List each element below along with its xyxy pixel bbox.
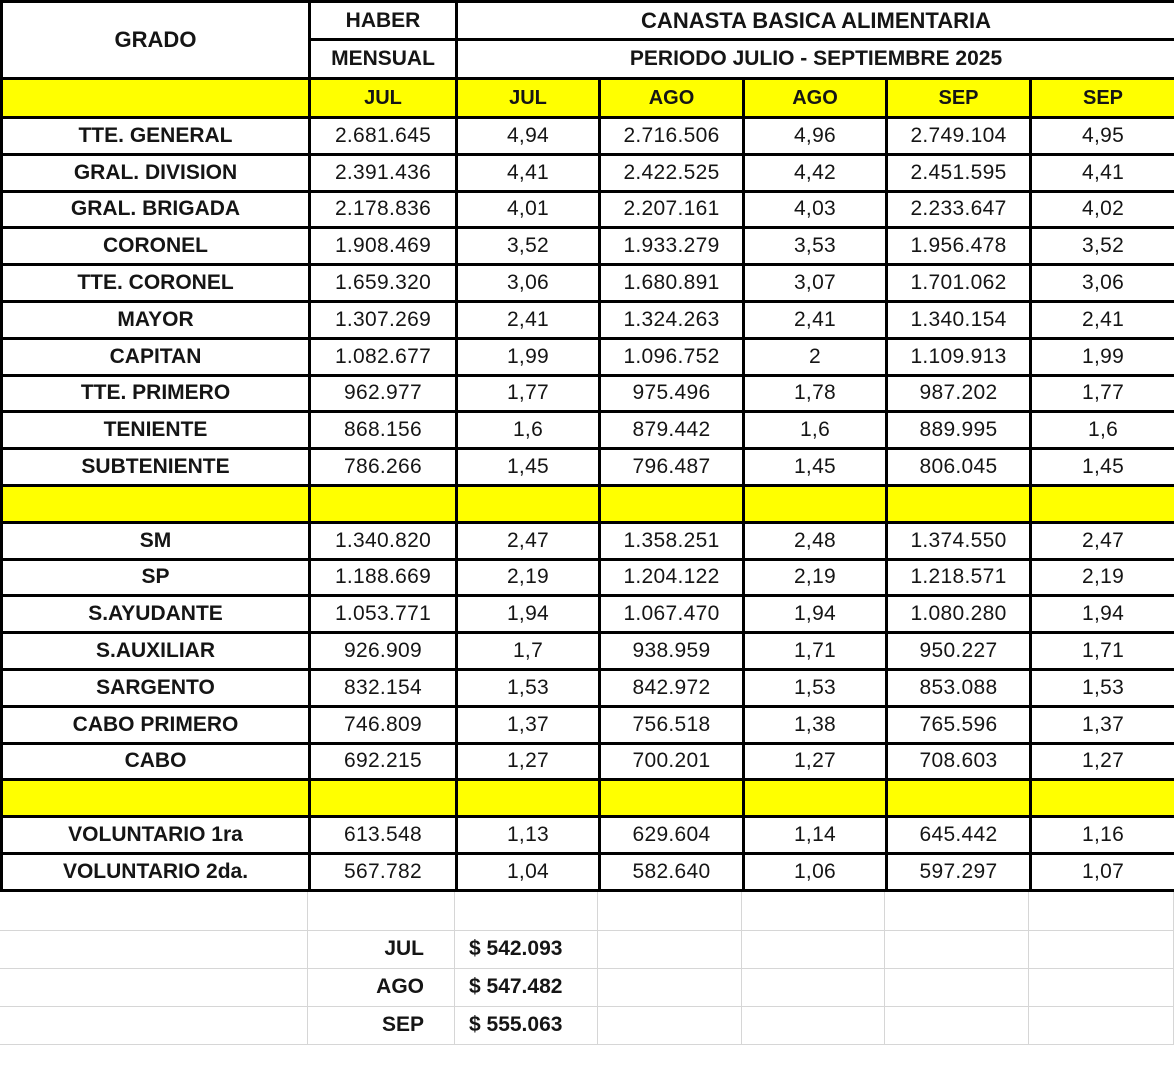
value-cell: 1,45	[457, 449, 600, 486]
grade-name-cell: TTE. CORONEL	[2, 265, 310, 302]
value-cell: 1,27	[1031, 743, 1174, 780]
value-cell: 2,19	[744, 559, 887, 596]
grade-name-cell: GRAL. DIVISION	[2, 154, 310, 191]
value-cell: 1,77	[1031, 375, 1174, 412]
value-cell: 1.109.913	[887, 338, 1031, 375]
mensual-header: MENSUAL	[310, 40, 457, 79]
value-cell: 1,94	[457, 596, 600, 633]
grade-row	[2, 228, 1174, 265]
value-cell: 1,27	[457, 743, 600, 780]
value-cell: 1.082.677	[310, 338, 457, 375]
value-cell: 629.604	[600, 817, 744, 854]
value-cell: 1,16	[1031, 817, 1174, 854]
value-cell: 4,41	[1031, 154, 1174, 191]
value-cell: 1,77	[457, 375, 600, 412]
summary-row-jul	[0, 931, 1174, 969]
value-cell: 582.640	[600, 853, 744, 890]
header-row-1	[2, 2, 1174, 40]
value-cell: 4,95	[1031, 118, 1174, 155]
month-header-sep-2: SEP	[1031, 79, 1174, 118]
value-cell: 1.956.478	[887, 228, 1031, 265]
value-cell: 756.518	[600, 706, 744, 743]
grade-row	[2, 154, 1174, 191]
grade-row	[2, 412, 1174, 449]
value-cell: 2.716.506	[600, 118, 744, 155]
value-cell: 4,03	[744, 191, 887, 228]
value-cell: 1,94	[744, 596, 887, 633]
value-cell: 1,53	[457, 669, 600, 706]
value-cell: 1.053.771	[310, 596, 457, 633]
value-cell: 2,41	[744, 301, 887, 338]
grade-row	[2, 559, 1174, 596]
grade-name-cell: CAPITAN	[2, 338, 310, 375]
canasta-title: CANASTA BASICA ALIMENTARIA	[457, 2, 1174, 40]
separator-cell	[2, 780, 310, 817]
separator-cell	[457, 485, 600, 522]
value-cell: 4,42	[744, 154, 887, 191]
grade-name-cell: GRAL. BRIGADA	[2, 191, 310, 228]
grade-name-cell: MAYOR	[2, 301, 310, 338]
grade-name-cell: SUBTENIENTE	[2, 449, 310, 486]
value-cell: 2.681.645	[310, 118, 457, 155]
value-cell: 4,41	[457, 154, 600, 191]
separator-cell	[1031, 780, 1174, 817]
value-cell: 889.995	[887, 412, 1031, 449]
value-cell: 692.215	[310, 743, 457, 780]
value-cell: 832.154	[310, 669, 457, 706]
separator-cell	[310, 780, 457, 817]
value-cell: 2,48	[744, 522, 887, 559]
value-cell: 1,53	[744, 669, 887, 706]
grade-row	[2, 449, 1174, 486]
grade-row	[2, 853, 1174, 890]
value-cell: 853.088	[887, 669, 1031, 706]
value-cell: 2	[744, 338, 887, 375]
value-cell: 2,47	[1031, 522, 1174, 559]
value-cell: 1.188.669	[310, 559, 457, 596]
value-cell: 597.297	[887, 853, 1031, 890]
grade-name-cell: TTE. GENERAL	[2, 118, 310, 155]
value-cell: 938.959	[600, 633, 744, 670]
month-header-haber-jul: JUL	[310, 79, 457, 118]
grade-row	[2, 265, 1174, 302]
value-cell: 1,71	[1031, 633, 1174, 670]
value-cell: 1,27	[744, 743, 887, 780]
grade-name-cell: VOLUNTARIO 1ra	[2, 817, 310, 854]
separator-cell	[600, 485, 744, 522]
value-cell: 1.340.820	[310, 522, 457, 559]
value-cell: 1,94	[1031, 596, 1174, 633]
value-cell: 1,53	[1031, 669, 1174, 706]
value-cell: 4,94	[457, 118, 600, 155]
value-cell: 926.909	[310, 633, 457, 670]
value-cell: 2.207.161	[600, 191, 744, 228]
grade-row	[2, 669, 1174, 706]
grade-name-cell: CABO PRIMERO	[2, 706, 310, 743]
separator-cell	[744, 780, 887, 817]
haber-header: HABER	[310, 2, 457, 40]
grade-row	[2, 743, 1174, 780]
summary-spacer-row	[0, 892, 1174, 931]
value-cell: 1,04	[457, 853, 600, 890]
value-cell: 842.972	[600, 669, 744, 706]
value-cell: 1,99	[1031, 338, 1174, 375]
value-cell: 1.933.279	[600, 228, 744, 265]
grade-row	[2, 375, 1174, 412]
value-cell: 1.340.154	[887, 301, 1031, 338]
value-cell: 1.096.752	[600, 338, 744, 375]
grade-name-cell: TTE. PRIMERO	[2, 375, 310, 412]
separator-cell	[600, 780, 744, 817]
summary-row-sep	[0, 1007, 1174, 1045]
value-cell: 1.701.062	[887, 265, 1031, 302]
value-cell: 2,19	[457, 559, 600, 596]
value-cell: 987.202	[887, 375, 1031, 412]
grade-name-cell: VOLUNTARIO 2da.	[2, 853, 310, 890]
separator-cell	[744, 485, 887, 522]
value-cell: 1.324.263	[600, 301, 744, 338]
summary-label-sep: SEP	[308, 1007, 455, 1045]
periodo-subtitle: PERIODO JULIO - SEPTIEMBRE 2025	[457, 40, 1174, 79]
value-cell: 1,6	[1031, 412, 1174, 449]
grade-row	[2, 191, 1174, 228]
value-cell: 700.201	[600, 743, 744, 780]
value-cell: 3,53	[744, 228, 887, 265]
value-cell: 4,96	[744, 118, 887, 155]
value-cell: 1,06	[744, 853, 887, 890]
value-cell: 2,19	[1031, 559, 1174, 596]
grade-row	[2, 596, 1174, 633]
value-cell: 1,78	[744, 375, 887, 412]
value-cell: 765.596	[887, 706, 1031, 743]
month-header-sep-1: SEP	[887, 79, 1031, 118]
separator-row	[2, 485, 1174, 522]
value-cell: 1,71	[744, 633, 887, 670]
value-cell: 1.680.891	[600, 265, 744, 302]
grade-name-cell: S.AYUDANTE	[2, 596, 310, 633]
month-header-jul: JUL	[457, 79, 600, 118]
grado-column-header: GRADO	[2, 2, 310, 79]
value-cell: 613.548	[310, 817, 457, 854]
value-cell: 1.080.280	[887, 596, 1031, 633]
value-cell: 1.374.550	[887, 522, 1031, 559]
separator-cell	[887, 780, 1031, 817]
value-cell: 1,99	[457, 338, 600, 375]
separator-cell	[1031, 485, 1174, 522]
value-cell: 1.659.320	[310, 265, 457, 302]
grade-name-cell: SP	[2, 559, 310, 596]
grade-row	[2, 338, 1174, 375]
separator-row	[2, 780, 1174, 817]
separator-cell	[310, 485, 457, 522]
summary-label-jul: JUL	[308, 931, 455, 969]
grade-row	[2, 817, 1174, 854]
grade-row	[2, 633, 1174, 670]
value-cell: 645.442	[887, 817, 1031, 854]
grade-name-cell: SARGENTO	[2, 669, 310, 706]
month-header-empty	[2, 79, 310, 118]
value-cell: 1,13	[457, 817, 600, 854]
value-cell: 2,41	[457, 301, 600, 338]
grade-row	[2, 118, 1174, 155]
month-header-ago-1: AGO	[600, 79, 744, 118]
value-cell: 962.977	[310, 375, 457, 412]
grade-row	[2, 706, 1174, 743]
value-cell: 950.227	[887, 633, 1031, 670]
value-cell: 2.391.436	[310, 154, 457, 191]
value-cell: 3,07	[744, 265, 887, 302]
grade-name-cell: SM	[2, 522, 310, 559]
summary-value-ago: $ 547.482	[455, 969, 598, 1007]
value-cell: 868.156	[310, 412, 457, 449]
month-header-ago-2: AGO	[744, 79, 887, 118]
grade-name-cell: CORONEL	[2, 228, 310, 265]
grade-name-cell: CABO	[2, 743, 310, 780]
value-cell: 975.496	[600, 375, 744, 412]
value-cell: 4,02	[1031, 191, 1174, 228]
value-cell: 786.266	[310, 449, 457, 486]
value-cell: 1,45	[744, 449, 887, 486]
value-cell: 1,38	[744, 706, 887, 743]
value-cell: 2.178.836	[310, 191, 457, 228]
value-cell: 1.908.469	[310, 228, 457, 265]
value-cell: 2.749.104	[887, 118, 1031, 155]
value-cell: 1.204.122	[600, 559, 744, 596]
value-cell: 2,41	[1031, 301, 1174, 338]
value-cell: 1,45	[1031, 449, 1174, 486]
value-cell: 2.233.647	[887, 191, 1031, 228]
value-cell: 1.218.571	[887, 559, 1031, 596]
value-cell: 1.307.269	[310, 301, 457, 338]
value-cell: 1,6	[744, 412, 887, 449]
value-cell: 1,7	[457, 633, 600, 670]
value-cell: 2.451.595	[887, 154, 1031, 191]
value-cell: 879.442	[600, 412, 744, 449]
value-cell: 1,07	[1031, 853, 1174, 890]
value-cell: 2,47	[457, 522, 600, 559]
value-cell: 746.809	[310, 706, 457, 743]
value-cell: 3,06	[457, 265, 600, 302]
value-cell: 567.782	[310, 853, 457, 890]
summary-row-ago	[0, 969, 1174, 1007]
value-cell: 806.045	[887, 449, 1031, 486]
canasta-summary	[0, 892, 1174, 1045]
value-cell: 3,52	[457, 228, 600, 265]
separator-cell	[887, 485, 1031, 522]
value-cell: 1,6	[457, 412, 600, 449]
value-cell: 3,52	[1031, 228, 1174, 265]
value-cell: 1,14	[744, 817, 887, 854]
value-cell: 1.358.251	[600, 522, 744, 559]
grade-name-cell: TENIENTE	[2, 412, 310, 449]
grade-name-cell: S.AUXILIAR	[2, 633, 310, 670]
separator-cell	[2, 485, 310, 522]
value-cell: 3,06	[1031, 265, 1174, 302]
summary-label-ago: AGO	[308, 969, 455, 1007]
value-cell: 1,37	[457, 706, 600, 743]
value-cell: 708.603	[887, 743, 1031, 780]
value-cell: 4,01	[457, 191, 600, 228]
summary-value-jul: $ 542.093	[455, 931, 598, 969]
grade-row	[2, 301, 1174, 338]
grade-row	[2, 522, 1174, 559]
value-cell: 2.422.525	[600, 154, 744, 191]
separator-cell	[457, 780, 600, 817]
value-cell: 1.067.470	[600, 596, 744, 633]
value-cell: 1,37	[1031, 706, 1174, 743]
value-cell: 796.487	[600, 449, 744, 486]
summary-value-sep: $ 555.063	[455, 1007, 598, 1045]
month-header-row	[2, 79, 1174, 118]
